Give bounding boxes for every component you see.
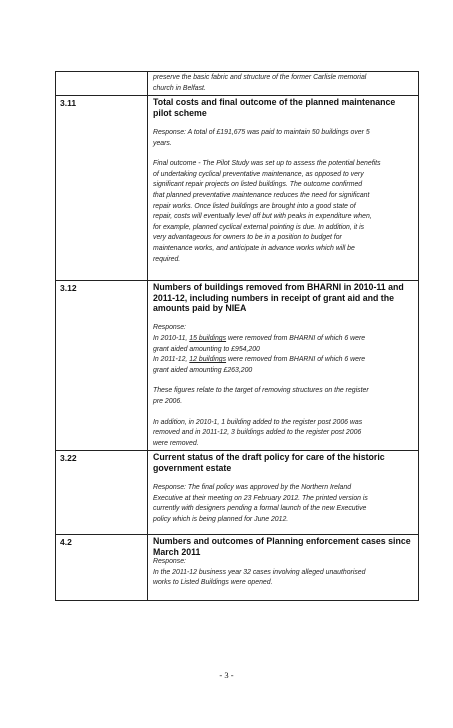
section-number: 3.22: [56, 451, 148, 535]
section-heading: Numbers and outcomes of Planning enforcement cases since: [153, 536, 411, 547]
table-row-continued: [56, 72, 419, 96]
section-heading: Total costs and final outcome of the planned maintenance: [153, 97, 396, 108]
section-heading: Current status of the draft policy for care of the historic: [153, 452, 385, 463]
text-span: were removed from BHARNI of which 6 were: [226, 334, 366, 342]
continued-text: [148, 72, 419, 96]
figures-line: pre 2006.: [153, 397, 183, 405]
text-span: In 2011-12,: [153, 356, 190, 364]
text-span: In 2010-11,: [153, 334, 190, 342]
response-line: grant aided amounting to £954,200: [153, 345, 260, 353]
table-row-3-22: [56, 451, 419, 535]
section-heading: March 2011: [153, 546, 201, 557]
underlined-count: 15 buildings: [189, 334, 227, 342]
text-line: preserve the basic fabric and structure of the former Carlisle memorial: [153, 74, 367, 81]
section-number: 3.12: [56, 281, 148, 451]
outcome-line: Final outcome - The Pilot Study was set up to assess the potential benefits: [153, 160, 381, 168]
response-line: currently with designers pending a formal launch of the new Executive: [153, 505, 367, 513]
section-body: [148, 96, 419, 281]
section-number-empty: [56, 72, 148, 96]
table-row-4-2: [56, 535, 419, 601]
response-line: policy which is being planned for June 2012.: [153, 515, 289, 523]
outcome-line: very advantageous for owners to be in a position to budget for: [153, 234, 342, 242]
outcome-line: required.: [153, 255, 181, 263]
response-label: Response:: [153, 324, 186, 332]
section-body: [148, 451, 419, 535]
response-line: works to Listed Buildings were opened.: [153, 579, 273, 587]
outcome-line: for example, planned cyclical external pointing is due. In addition, it is: [153, 223, 365, 231]
outcome-line: that planned preventative maintenance reduces the need for significant: [153, 191, 370, 199]
document-table: [55, 71, 419, 601]
page-number: - 3 -: [219, 670, 234, 680]
section-body: [148, 535, 419, 601]
response-line: years.: [153, 139, 172, 147]
figures-line: These figures relate to the target of removing structures on the register: [153, 387, 369, 395]
response-line: Response:: [153, 558, 186, 566]
section-heading: government estate: [153, 462, 232, 473]
response-line: [153, 334, 414, 345]
outcome-line: of undertaking cyclical preventative maintenance, as opposed to very: [153, 170, 364, 178]
response-line: grant aided amounting £263,200: [153, 366, 253, 374]
outcome-line: significant repair projects on listed buildings. The outcome confirmed: [153, 181, 363, 189]
response-line: In the 2011-12 business year 32 cases involving alleged unauthorised: [153, 568, 366, 576]
outcome-line: repair works. Once listed buildings are brought into a good state of: [153, 202, 356, 210]
section-body: [148, 281, 419, 451]
outcome-line: repair, costs will eventually level off but with peaks in expenditure when,: [153, 213, 372, 221]
section-number: 3.11: [56, 96, 148, 281]
table-row-3-11: [56, 96, 419, 281]
addition-line: removed and in 2011-12, 3 buildings added to the register post 2006: [153, 429, 362, 437]
section-heading: Numbers of buildings removed from BHARNI in 2010-11 and: [153, 282, 404, 293]
addition-line: were removed.: [153, 439, 199, 447]
text-line: church in Belfast.: [153, 84, 206, 92]
section-heading: pilot scheme: [153, 107, 207, 118]
text-span: were removed from BHARNI of which 6 were: [226, 356, 366, 364]
table-row-3-12: [56, 281, 419, 451]
addition-line: In addition, in 2010-1, 1 building added to the register post 2006 was: [153, 418, 363, 426]
response-line: Response: A total of £191,675 was paid to maintain 50 buildings over 5: [153, 129, 370, 136]
response-line: Response: The final policy was approved by the Northern Ireland: [153, 484, 352, 492]
response-line: [153, 355, 414, 366]
underlined-count: 12 buildings: [189, 356, 227, 364]
section-heading: amounts paid by NIEA: [153, 302, 247, 313]
section-number: 4.2: [56, 535, 148, 601]
section-heading: 2011-12, including numbers in receipt of grant aid and the: [153, 292, 394, 303]
response-line: Executive at their meeting on 23 February 2012. The printed version is: [153, 494, 368, 502]
outcome-line: maintenance works, and anticipate in advance works which will be: [153, 244, 355, 252]
